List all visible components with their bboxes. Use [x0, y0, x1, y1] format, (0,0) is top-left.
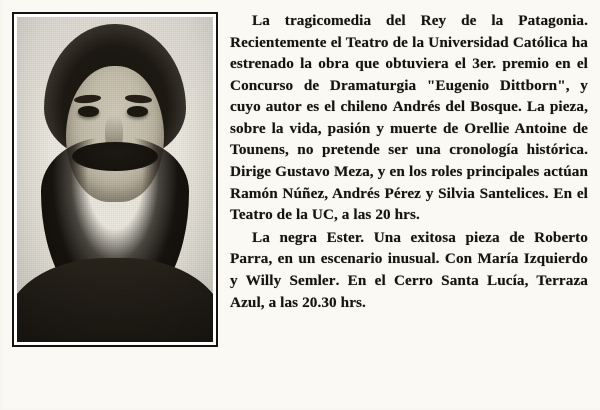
photo-frame	[12, 12, 218, 347]
article-1-body-4: . La pieza, sobre la vida, pasión y muerte de Orellie Antoine de Tounens, no pretende ser una cronología histórica. Dirige	[230, 98, 588, 181]
photo-vignette	[17, 17, 213, 342]
article-1-director-name: Gustavo Meza	[275, 163, 370, 181]
article-1-cast-names: Ramón Núñez, Andrés Pérez y Silvia Santelices	[230, 184, 545, 202]
article-1-body-6: , y en los roles principales actúan	[369, 163, 589, 181]
article-1-author-name: Andrés del Bosque	[392, 98, 519, 116]
clipping-content	[12, 10, 588, 402]
article-2-body-4: . En el Cerro Santa Lucía, Terraza Azul, a las 20.30 hrs.	[230, 271, 588, 311]
article-1-body-8: . En el Teatro de la UC, a las 20 hrs.	[230, 184, 588, 224]
article-1-body-0: Recientemente el Teatro de la Universidad Católica ha estrenado la obra que obtuviera el 3er. premio en el Concurso de Dramaturgia	[230, 33, 588, 94]
article-2-body-0: Una exitosa pieza de	[373, 228, 535, 246]
article-2-cast-names: María Izquierdo y Willy Semler	[230, 250, 588, 289]
article-1-body-2: , y cuyo autor es el chileno	[230, 76, 588, 116]
article-2-author-name: Roberto Parra	[230, 228, 588, 268]
article-1-headline: La tragicomedia del Rey de la Patagonia.	[252, 12, 588, 29]
article-2-headline: La negra Ester.	[252, 228, 365, 246]
portrait-photo	[12, 12, 218, 347]
photo-inner	[17, 17, 213, 342]
article-1-play-title: "Eugenio Dittborn"	[426, 76, 566, 94]
article-2-body-2: , en un escenario inusual. Con	[268, 250, 478, 268]
portrait-illustration	[17, 17, 213, 342]
